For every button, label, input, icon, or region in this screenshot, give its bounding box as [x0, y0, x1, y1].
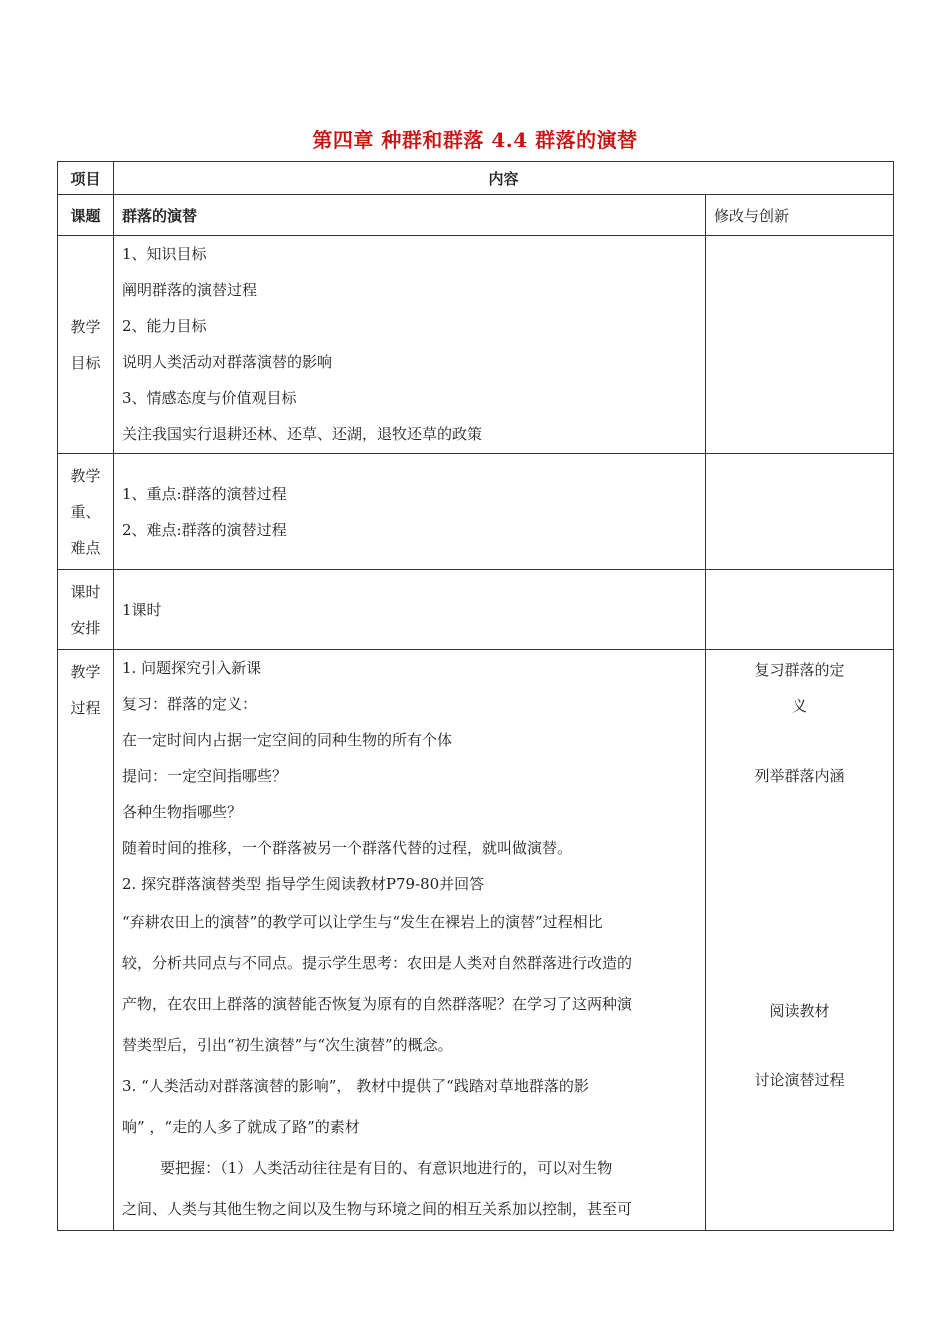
process-line: 较，分析共同点与不同点。提示学生思考：农田是人类对自然群落进行改造的 [122, 954, 633, 972]
process-line: 产物，在农田上群落的演替能否恢复为原有的自然群落呢？在学习了这两种演 [122, 995, 633, 1013]
process-line: 随着时间的推移，一个群落被另一个群落代替的过程，就叫做演替。 [122, 839, 573, 857]
goals-label [58, 236, 114, 454]
lesson-plan-table [57, 161, 894, 1231]
keypoints-side [706, 454, 894, 570]
goals-line: 1、知识目标 [122, 245, 207, 263]
schedule-side [706, 570, 894, 650]
goals-line: 阐明群落的演替过程 [122, 281, 258, 299]
keypoints-row [58, 454, 894, 570]
keypoints-line: 1、重点:群落的演替过程 [122, 484, 287, 503]
goals-label-line: 教学 [70, 317, 101, 336]
process-line: 替类型后，引出“初生演替”与“次生演替”的概念。 [122, 1036, 453, 1054]
header-item-cell: 项目 [58, 162, 114, 195]
topic-label: 课题 [58, 195, 114, 236]
keypoints-label-line: 教学 [70, 467, 101, 485]
process-line: 3. “人类活动对群落演替的影响”， 教材中提供了“践踏对草地群落的影 [122, 1077, 589, 1095]
schedule-row [58, 570, 894, 650]
schedule-label-line: 课时 [70, 582, 101, 601]
goals-label-line: 目标 [70, 353, 101, 372]
process-line: 在一定时间内占据一定空间的同种生物的所有个体 [122, 731, 453, 749]
goals-content [114, 236, 706, 454]
schedule-label-line: 安排 [70, 618, 101, 637]
process-line: 复习：群落的定义： [122, 695, 258, 713]
process-label [58, 650, 114, 1231]
process-side-note: 复习群落的定 [754, 661, 845, 679]
process-line: 2. 探究群落演替类型 指导学生阅读教材P79-80并回答 [122, 875, 485, 893]
goals-line: 说明人类活动对群落演替的影响 [122, 353, 333, 371]
keypoints-label-line: 难点 [70, 539, 101, 557]
process-line: 提问：一定空间指哪些？ [122, 767, 288, 785]
process-side-note: 义 [792, 697, 808, 715]
process-line: 各种生物指哪些？ [122, 803, 243, 821]
topic-row [58, 195, 894, 236]
topic-value: 群落的演替 [114, 195, 706, 236]
goals-line: 3、情感态度与价值观目标 [122, 389, 297, 407]
goals-row [58, 236, 894, 454]
process-row [58, 650, 894, 1231]
goals-line: 关注我国实行退耕还林、还草、还湖，退牧还草的政策 [122, 425, 483, 443]
schedule-value: 1课时 [114, 570, 706, 650]
process-side-note: 阅读教材 [769, 1002, 830, 1020]
document-title: 第四章 种群和群落 4.4 群落的演替 [312, 128, 638, 152]
goals-line: 2、能力目标 [122, 317, 207, 335]
process-line: “弃耕农田上的演替”的教学可以让学生与“发生在裸岩上的演替”过程相比 [122, 913, 603, 931]
process-content [114, 650, 706, 1231]
process-side-note: 讨论演替过程 [754, 1071, 845, 1089]
header-row [58, 162, 894, 195]
keypoints-label-line: 重、 [70, 503, 101, 521]
process-label-line: 教学 [70, 663, 101, 681]
schedule-label [58, 570, 114, 650]
process-side [706, 650, 894, 1231]
header-content-cell: 内容 [114, 162, 894, 195]
process-line: 1. 问题探究引入新课 [122, 659, 262, 677]
process-line: 之间、人类与其他生物之间以及生物与环境之间的相互关系加以控制，甚至可 [122, 1200, 633, 1218]
process-line: 响” ，“走的人多了就成了路”的素材 [122, 1118, 360, 1136]
keypoints-label [58, 454, 114, 570]
process-side-note: 列举群落内涵 [754, 767, 845, 785]
revision-header: 修改与创新 [706, 195, 894, 236]
goals-side [706, 236, 894, 454]
keypoints-line: 2、难点:群落的演替过程 [122, 520, 287, 539]
process-label-line: 过程 [70, 699, 101, 717]
process-line: 要把握：（1）人类活动往往是有目的、有意识地进行的，可以对生物 [122, 1159, 613, 1177]
keypoints-content [114, 454, 706, 570]
